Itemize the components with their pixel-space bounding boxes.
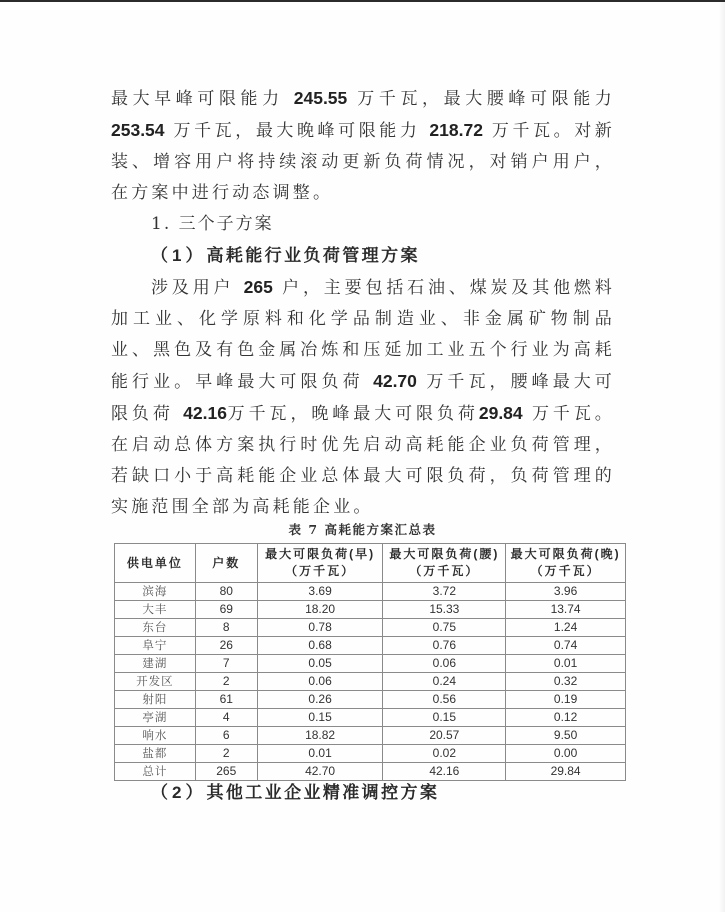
- text: 户，主要包括石油、煤炭及其他燃料加工业、化学原料和化学品制造业、非金属矿物制品业、黑色及有色金属冶炼和压延加工业五个行业为高耗能行业。早峰最大可限负荷: [111, 278, 615, 392]
- text: 万千瓦，晚峰最大可限负荷: [226, 404, 479, 424]
- value-cell: 4: [195, 709, 257, 727]
- table-header-row: [115, 544, 626, 583]
- header-label: 最大可限负荷(早): [265, 547, 376, 561]
- supply-unit-cell: 滨海: [115, 583, 196, 601]
- supply-unit-cell: 盐都: [115, 745, 196, 763]
- table-row: [115, 583, 626, 601]
- header-unit: （万千瓦）: [285, 564, 356, 578]
- header-label: 供电单位: [126, 555, 183, 570]
- value-cell: 8: [195, 619, 257, 637]
- text: 万千瓦。对新装、增容用户将持续滚动更新负荷情况，对销户用户，在方案中进行动态调整。: [111, 121, 615, 203]
- top-edge-line: [0, 0, 725, 2]
- value-cell: 3.72: [383, 583, 506, 601]
- subsection-heading-high-energy: [111, 240, 615, 272]
- table-row: [115, 673, 626, 691]
- number: 253.54: [111, 120, 165, 140]
- heading-number: （1）: [151, 246, 207, 265]
- column-header: [506, 544, 626, 583]
- supply-unit-cell: 总计: [115, 763, 196, 781]
- value-cell: 0.02: [383, 745, 506, 763]
- value-cell: 0.06: [257, 673, 383, 691]
- column-header: [383, 544, 506, 583]
- page-edge-shadow: [719, 2, 725, 912]
- header-label: 最大可限负荷(腰): [389, 547, 500, 561]
- header-label: 最大可限负荷(晚): [510, 547, 621, 561]
- number: 42.70: [373, 371, 417, 391]
- text: 涉及用户: [151, 278, 235, 298]
- supply-unit-cell: 开发区: [115, 673, 196, 691]
- supply-unit-cell: 东台: [115, 619, 196, 637]
- column-header: [115, 544, 196, 583]
- supply-unit-cell: 建湖: [115, 655, 196, 673]
- supply-unit-cell: 射阳: [115, 691, 196, 709]
- supply-unit-cell: 阜宁: [115, 637, 196, 655]
- paragraph-high-energy-details: [111, 272, 615, 523]
- value-cell: 3.69: [257, 583, 383, 601]
- subsection-heading-other-industry: [151, 777, 439, 809]
- value-cell: 9.50: [506, 727, 626, 745]
- high-energy-summary-table: [114, 543, 626, 781]
- value-cell: 15.33: [383, 601, 506, 619]
- document-body: [111, 83, 615, 523]
- value-cell: 0.06: [383, 655, 506, 673]
- heading-number: （2）: [151, 783, 207, 802]
- supply-unit-cell: 亭湖: [115, 709, 196, 727]
- value-cell: 0.26: [257, 691, 383, 709]
- table-row: [115, 637, 626, 655]
- value-cell: 0.78: [257, 619, 383, 637]
- value-cell: 29.84: [506, 763, 626, 781]
- value-cell: 0.32: [506, 673, 626, 691]
- value-cell: 80: [195, 583, 257, 601]
- paragraph-capacity-summary: [111, 83, 615, 209]
- value-cell: 0.75: [383, 619, 506, 637]
- text: 万千瓦，最大腰峰可限能力: [357, 89, 615, 109]
- value-cell: 42.16: [383, 763, 506, 781]
- section-heading-sub-plans: 1. 三个子方案: [151, 214, 274, 234]
- table-row: [115, 691, 626, 709]
- value-cell: 0.15: [383, 709, 506, 727]
- number: 29.84: [478, 403, 523, 423]
- value-cell: 6: [195, 727, 257, 745]
- value-cell: 0.19: [506, 691, 626, 709]
- value-cell: 3.96: [506, 583, 626, 601]
- value-cell: 18.20: [257, 601, 383, 619]
- text: 万千瓦。在启动总体方案执行时优先启动高耗能企业负荷管理，若缺口小于高耗能企业总体最大可限负荷，负荷管理的实施范围全部为高耗能企业。: [111, 404, 615, 517]
- value-cell: 18.82: [257, 727, 383, 745]
- value-cell: 265: [195, 763, 257, 781]
- value-cell: 61: [195, 691, 257, 709]
- value-cell: 0.05: [257, 655, 383, 673]
- table-row: [115, 655, 626, 673]
- value-cell: 2: [195, 673, 257, 691]
- value-cell: 0.00: [506, 745, 626, 763]
- value-cell: 0.68: [257, 637, 383, 655]
- number: 245.55: [293, 88, 348, 108]
- value-cell: 2: [195, 745, 257, 763]
- value-cell: 0.56: [383, 691, 506, 709]
- value-cell: 0.01: [257, 745, 383, 763]
- heading-text: 高耗能行业负荷管理方案: [206, 246, 420, 266]
- table-row: [115, 601, 626, 619]
- table-caption: 表 7 高耗能方案汇总表: [288, 522, 437, 537]
- value-cell: 69: [195, 601, 257, 619]
- number: 265: [243, 277, 273, 297]
- value-cell: 0.01: [506, 655, 626, 673]
- header-unit: （万千瓦）: [409, 564, 480, 578]
- number: 218.72: [429, 120, 483, 140]
- value-cell: 0.15: [257, 709, 383, 727]
- value-cell: 1.24: [506, 619, 626, 637]
- table-row: [115, 745, 626, 763]
- value-cell: 7: [195, 655, 257, 673]
- table-row: [115, 727, 626, 745]
- number: 42.16: [183, 403, 227, 423]
- value-cell: 26: [195, 637, 257, 655]
- table-row: [115, 619, 626, 637]
- table-body: [115, 583, 626, 781]
- column-header: [257, 544, 383, 583]
- text: 万千瓦，腰峰最大可限负荷: [111, 372, 615, 424]
- column-header: [195, 544, 257, 583]
- text: 万千瓦，最大晚峰可限能力: [173, 121, 421, 141]
- value-cell: 13.74: [506, 601, 626, 619]
- value-cell: 42.70: [257, 763, 383, 781]
- table-row: [115, 709, 626, 727]
- value-cell: 0.24: [383, 673, 506, 691]
- supply-unit-cell: 响水: [115, 727, 196, 745]
- value-cell: 0.12: [506, 709, 626, 727]
- header-unit: （万千瓦）: [530, 564, 601, 578]
- value-cell: 0.76: [383, 637, 506, 655]
- value-cell: 0.74: [506, 637, 626, 655]
- text: 最大早峰可限能力: [111, 89, 284, 109]
- supply-unit-cell: 大丰: [115, 601, 196, 619]
- heading-text: 其他工业企业精准调控方案: [206, 783, 440, 803]
- header-label: 户数: [212, 555, 241, 570]
- value-cell: 20.57: [383, 727, 506, 745]
